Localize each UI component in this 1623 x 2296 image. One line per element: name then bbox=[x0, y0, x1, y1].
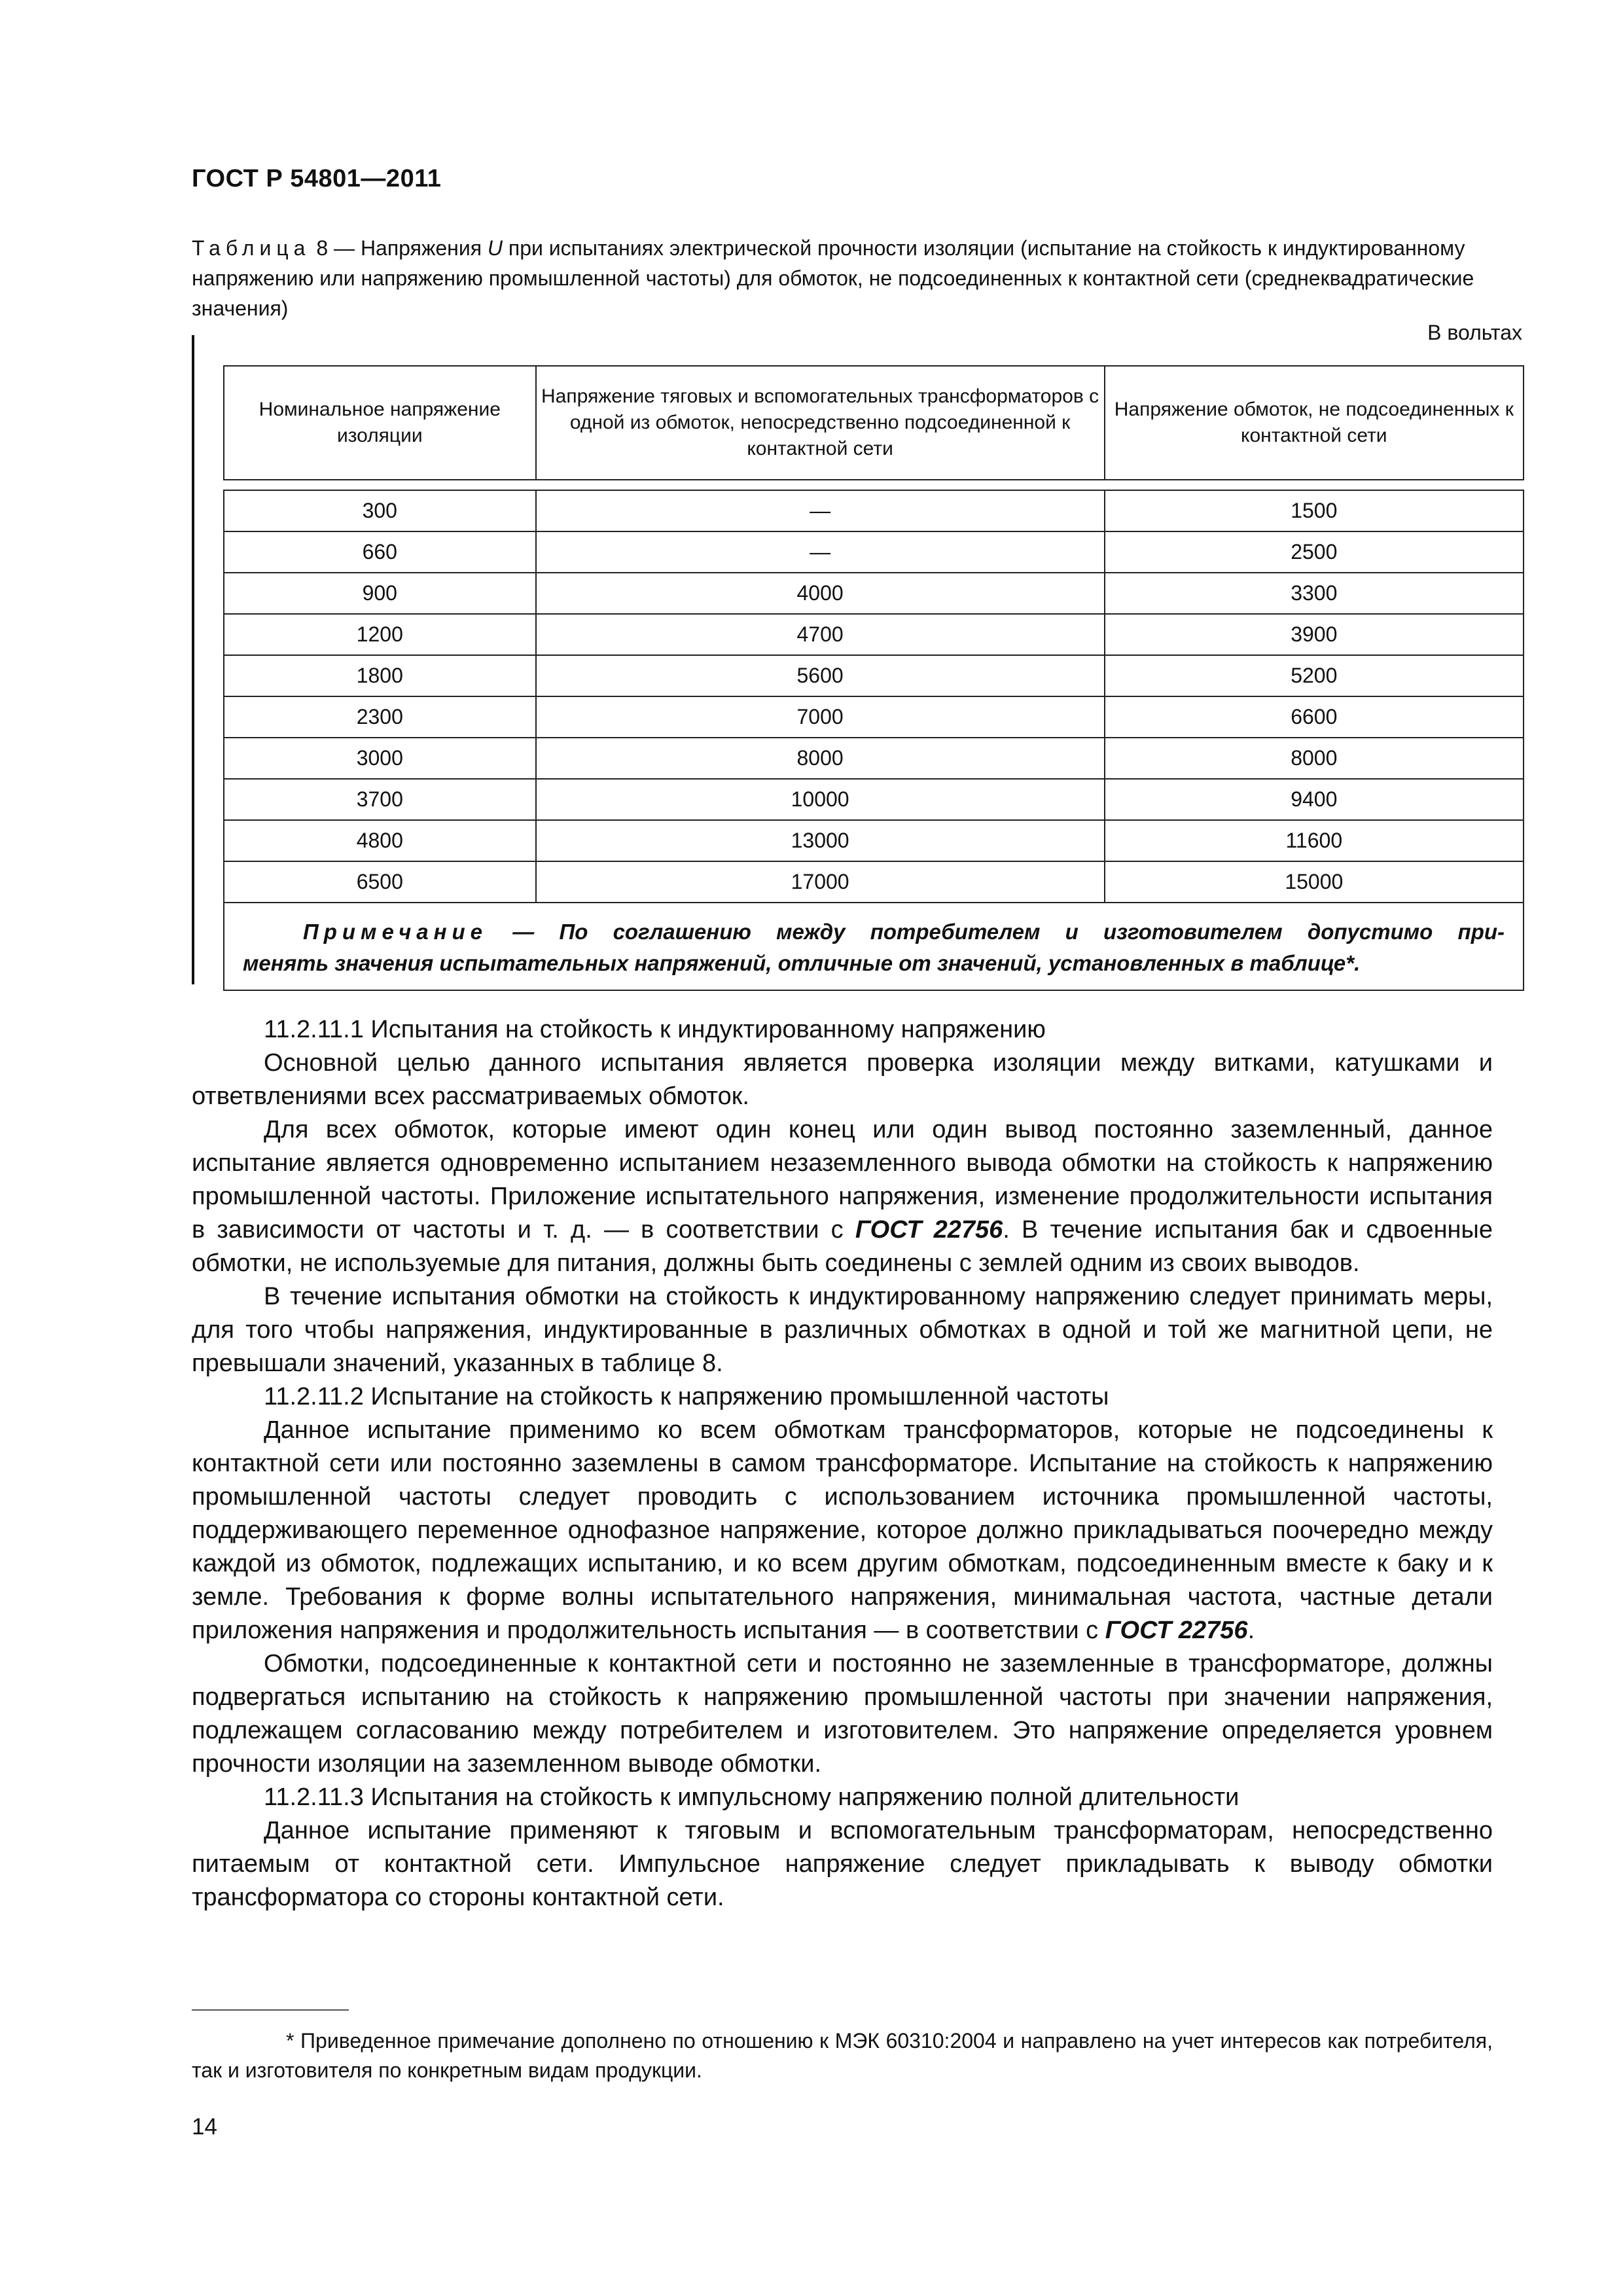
table-row bbox=[224, 655, 1524, 696]
cell-nominal: 3700 bbox=[224, 779, 536, 820]
cell-traction: 17000 bbox=[536, 861, 1105, 903]
footnote: * Приведенное примечание дополнено по отношению к МЭК 60310:2004 и направлено на учет интересов как потребителя, так и изготовителя по конкретным видам продукции. bbox=[192, 2029, 1493, 2082]
cell-nominal: 6500 bbox=[224, 861, 536, 903]
note-line-2: менять значения испытательных напряжений, отличные от значений, установленных в таблице*. bbox=[243, 951, 1361, 975]
table-caption bbox=[192, 233, 1476, 323]
table-row bbox=[224, 490, 1524, 531]
section-heading-11-2-11-1: 11.2.11.1 Испытания на стойкость к индуктированному напряжению bbox=[264, 1016, 1046, 1043]
cell-winding: 3300 bbox=[1105, 573, 1524, 614]
paragraph bbox=[192, 1414, 1493, 1647]
section-heading-11-2-11-3: 11.2.11.3 Испытания на стойкость к импульсному напряжению полной длительности bbox=[264, 1784, 1240, 1811]
table-header-row bbox=[224, 366, 1524, 480]
table-note bbox=[224, 903, 1524, 990]
table-row bbox=[224, 738, 1524, 779]
table-note-row bbox=[224, 903, 1524, 990]
cell-nominal: 4800 bbox=[224, 820, 536, 861]
table-row bbox=[224, 861, 1524, 903]
standard-reference: ГОСТ 22756 bbox=[1105, 1617, 1248, 1644]
cell-nominal: 1800 bbox=[224, 655, 536, 696]
cell-winding: 3900 bbox=[1105, 614, 1524, 655]
cell-traction: 5600 bbox=[536, 655, 1105, 696]
cell-winding: 5200 bbox=[1105, 655, 1524, 696]
cell-winding: 8000 bbox=[1105, 738, 1524, 779]
cell-traction: 7000 bbox=[536, 696, 1105, 738]
body-text bbox=[192, 1013, 1493, 1914]
cell-nominal: 300 bbox=[224, 490, 536, 531]
paragraph-text: Для всех обмоток, которые имеют один конец или один вывод постоянно заземленный, данное испытание является одновременно испытанием незаземленного вывода обмотки на стойкость к напряжению промышленной частоты. Приложение испытательного напряжения, изменение продолжительности испытания в зависимости от частоты и т. д. — в соответствии с bbox=[192, 1116, 1493, 1244]
cell-winding: 11600 bbox=[1105, 820, 1524, 861]
page-number: 14 bbox=[192, 2114, 217, 2140]
section-heading-11-2-11-2: 11.2.11.2 Испытание на стойкость к напряжению промышленной частоты bbox=[264, 1383, 1109, 1410]
header-traction-voltage: Напряжение тяговых и вспомогательных трансформаторов с одной из обмоток, непосредственно подсоединенной к контактной сети bbox=[536, 366, 1105, 480]
voltage-table bbox=[223, 365, 1524, 991]
cell-traction: 10000 bbox=[536, 779, 1105, 820]
paragraph-text: . В течение испытания бак и сдвоенные обмотки, не используемые для питания, должны быть соединены с землей одним из своих выводов. bbox=[192, 1216, 1493, 1277]
standard-reference: ГОСТ 22756 bbox=[855, 1216, 1003, 1244]
table-row bbox=[224, 531, 1524, 573]
paragraph bbox=[192, 1113, 1493, 1280]
cell-nominal: 3000 bbox=[224, 738, 536, 779]
cell-winding: 2500 bbox=[1105, 531, 1524, 573]
cell-traction: 4700 bbox=[536, 614, 1105, 655]
note-label: Примечание bbox=[303, 920, 488, 944]
cell-traction: 8000 bbox=[536, 738, 1105, 779]
table-row bbox=[224, 820, 1524, 861]
cell-winding: 9400 bbox=[1105, 779, 1524, 820]
change-bar bbox=[192, 335, 194, 984]
caption-symbol: U bbox=[487, 236, 503, 260]
paragraph: В течение испытания обмотки на стойкость к индуктированному напряжению следует принимать меры, для того чтобы напряжения, индуктированные в различных обмотках в одной и той же магнитной цепи, не превышали значений, указанных в таблице 8. bbox=[192, 1283, 1493, 1377]
cell-nominal: 1200 bbox=[224, 614, 536, 655]
cell-winding: 6600 bbox=[1105, 696, 1524, 738]
cell-nominal: 660 bbox=[224, 531, 536, 573]
cell-traction: 13000 bbox=[536, 820, 1105, 861]
caption-label: Таблица bbox=[192, 236, 311, 260]
cell-traction: — bbox=[536, 490, 1105, 531]
cell-traction: — bbox=[536, 531, 1105, 573]
table-spacer-row bbox=[224, 480, 1524, 490]
units-label: В вольтах bbox=[1427, 321, 1522, 344]
paragraph: Основной целью данного испытания является проверка изоляции между витками, катушками и ответвлениями всех рассматриваемых обмоток. bbox=[192, 1049, 1493, 1110]
paragraph: Обмотки, подсоединенные к контактной сети и постоянно не заземленные в трансформаторе, должны подвергаться испытанию на стойкость к напряжению промышленной частоты при значении напряжения, подлежащем согласованию между потребителем и изготовителем. Это напряжение определяется уровнем прочности изоляции на заземленном выводе обмотки. bbox=[192, 1650, 1493, 1778]
cell-nominal: 900 bbox=[224, 573, 536, 614]
header-nominal-voltage: Номинальное напряжение изоляции bbox=[224, 366, 536, 480]
cell-winding: 1500 bbox=[1105, 490, 1524, 531]
caption-number: 8 — Напряжения bbox=[310, 236, 488, 260]
document-id-header: ГОСТ Р 54801—2011 bbox=[192, 165, 442, 192]
caption-text: при испытаниях электрической прочности изоляции (испытание на стойкость к индуктированному напряжению или напряжению промышленной частоты) для обмоток, не подсоединенных к контактной сети (среднеквадратические значения) bbox=[192, 236, 1474, 320]
table-row bbox=[224, 696, 1524, 738]
header-winding-voltage: Напряжение обмоток, не подсоединенных к контактной сети bbox=[1105, 366, 1524, 480]
footnote-rule bbox=[192, 2009, 349, 2011]
note-line-1: — По соглашению между потребителем и изготовителем допустимо при- bbox=[488, 920, 1505, 944]
paragraph-text: . bbox=[1247, 1617, 1255, 1644]
paragraph-text: Данное испытание применимо ко всем обмоткам трансформаторов, которые не подсоединены к контактной сети или постоянно заземлены в самом трансформаторе. Испытание на стойкость к напряжению промышленной частоты следует проводить с использованием источника промышленной частоты, поддерживающего переменное однофазное напряжение, которое должно прикладываться поочередно между каждой из обмоток, подлежащих испытанию, и ко всем другим обмоткам, подсоединенным вместе к баку и к земле. Требования к форме волны испытательного напряжения, минимальная частота, частные детали приложения напряжения и продолжительность испытания — в соответствии с bbox=[192, 1416, 1493, 1644]
paragraph: Данное испытание применяют к тяговым и вспомогательным трансформаторам, непосредственно питаемым от контактной сети. Импульсное напряжение следует прикладывать к выводу обмотки трансформатора со стороны контактной сети. bbox=[192, 1817, 1493, 1911]
cell-winding: 15000 bbox=[1105, 861, 1524, 903]
cell-traction: 4000 bbox=[536, 573, 1105, 614]
table-row bbox=[224, 614, 1524, 655]
table-row bbox=[224, 573, 1524, 614]
table-row bbox=[224, 779, 1524, 820]
cell-nominal: 2300 bbox=[224, 696, 536, 738]
